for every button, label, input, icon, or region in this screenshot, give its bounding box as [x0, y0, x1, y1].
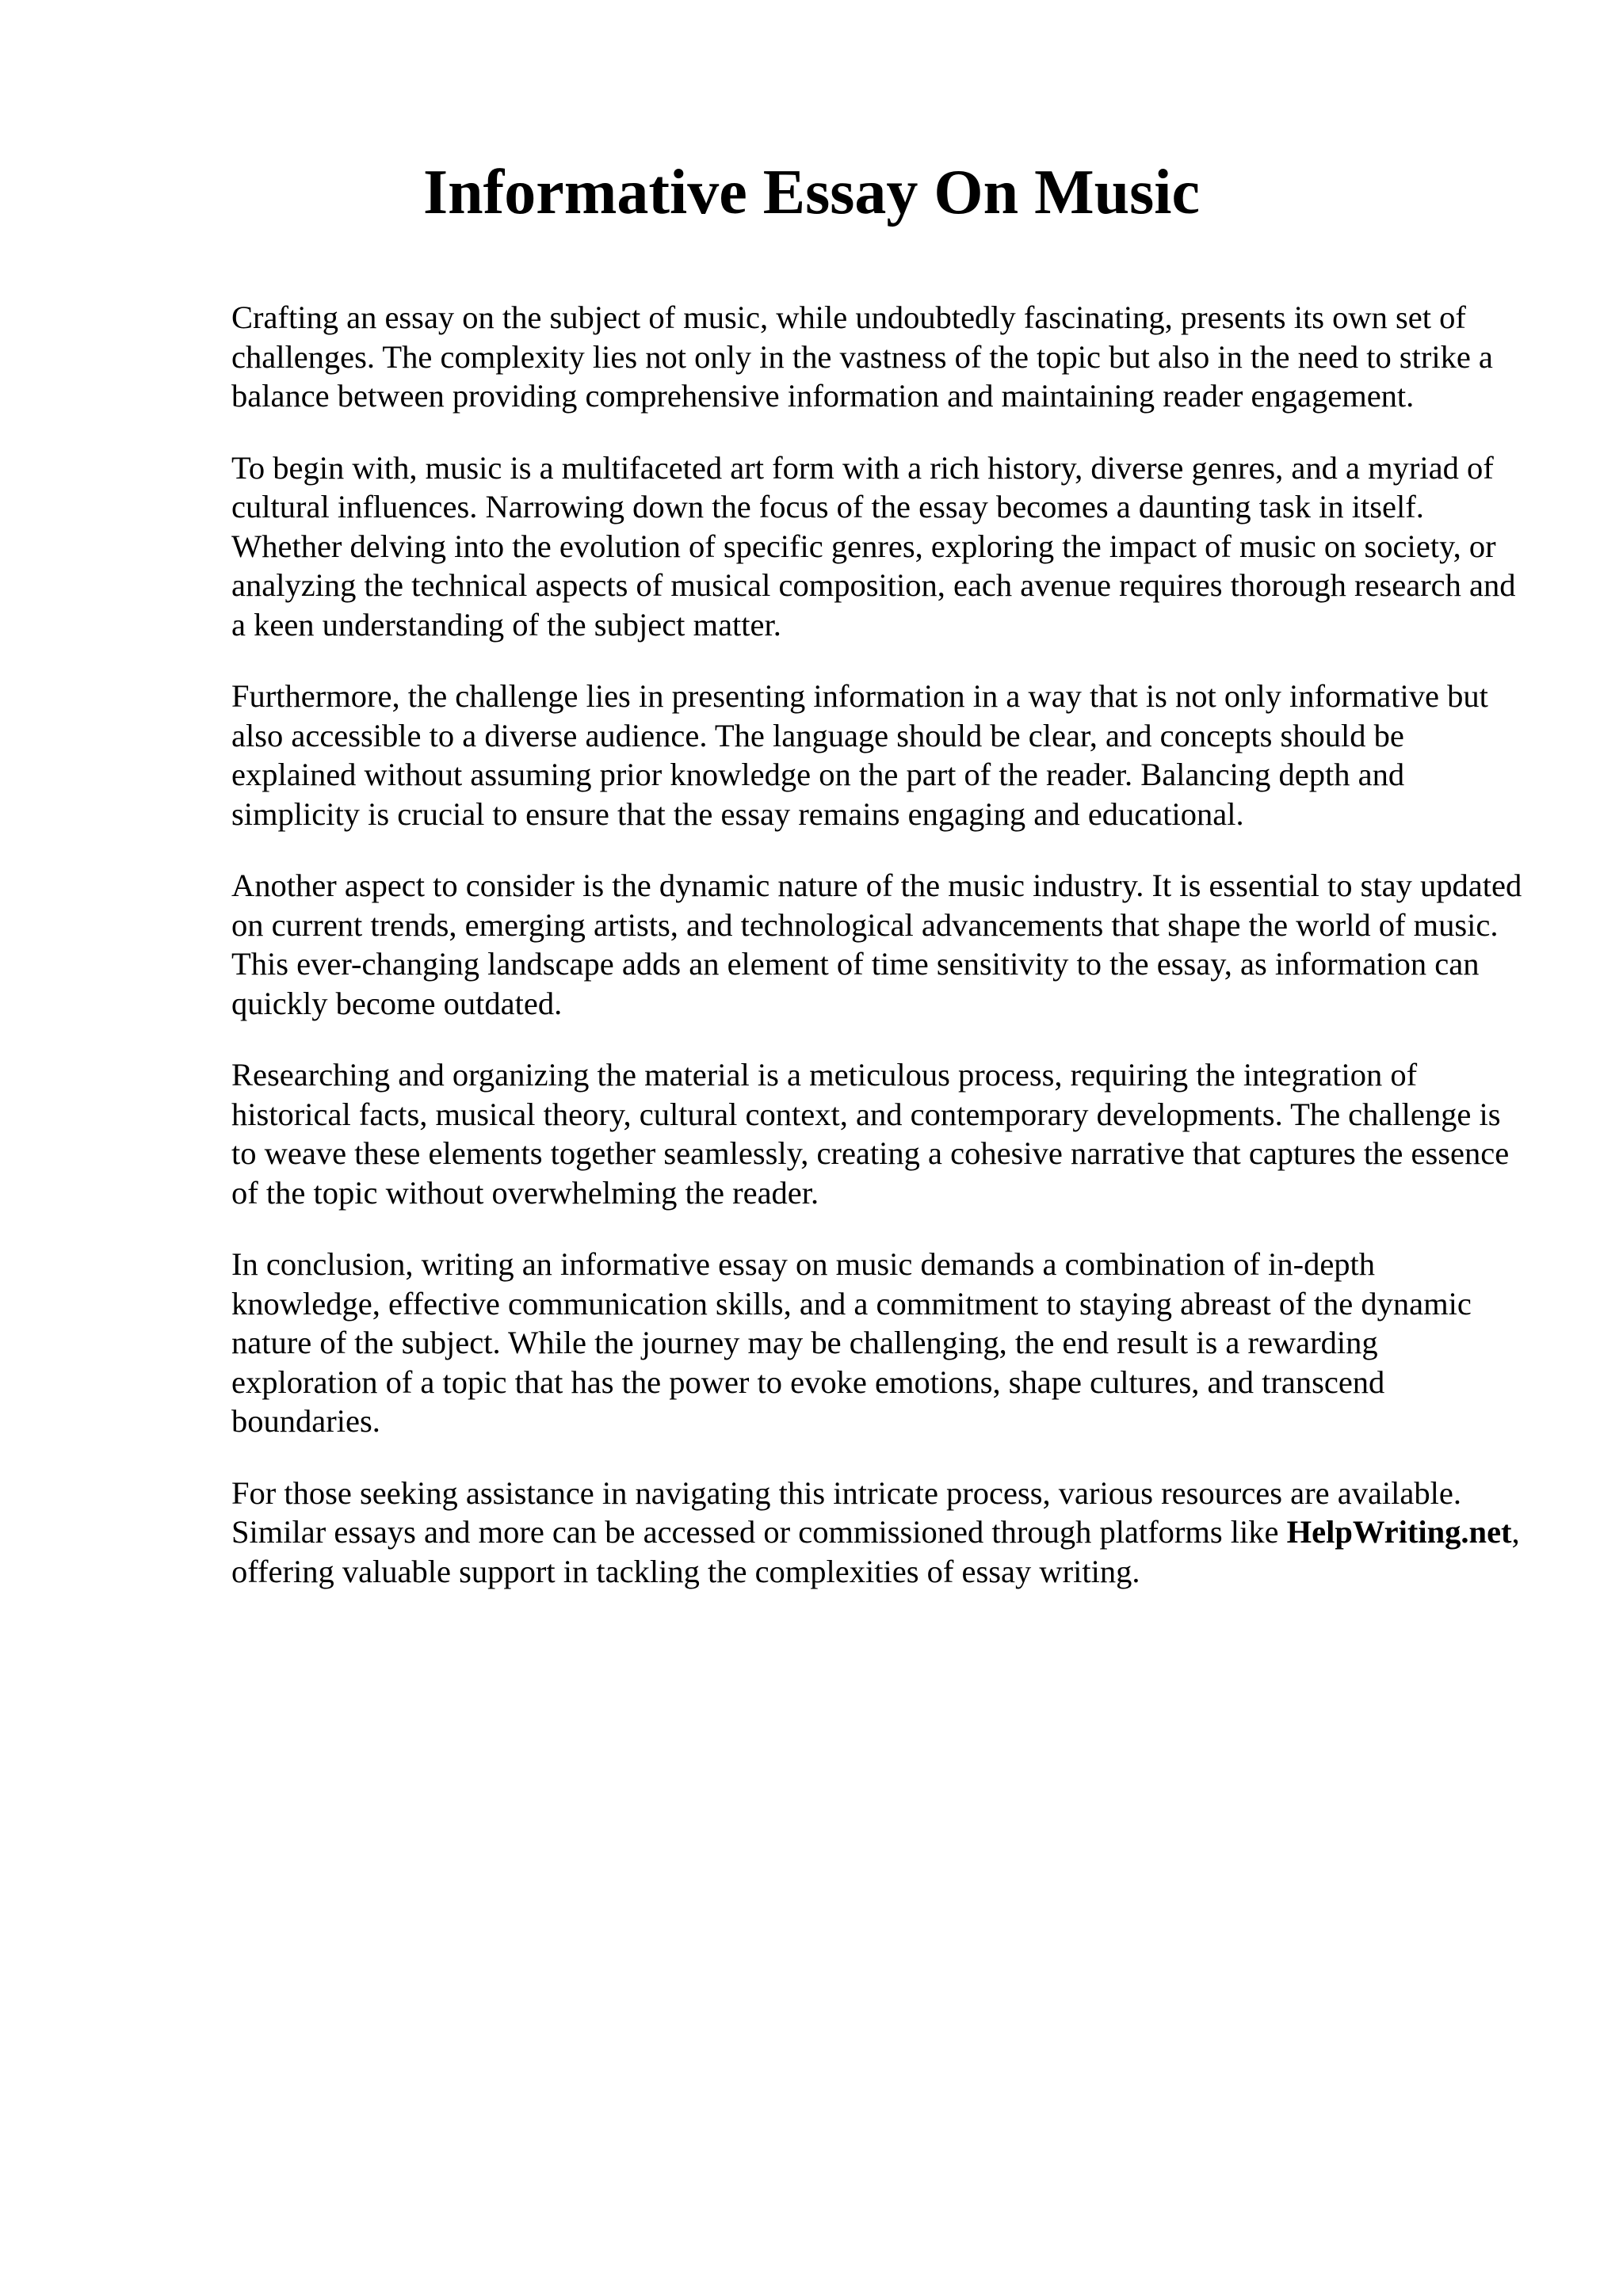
paragraph-research: Researching and organizing the material is a meticulous process, requiring the integration of historical facts, musical theory, cultural context, and contemporary developments. The challenge is to weave these elements together seamlessly, creating a cohesive narrative that captures the essence of the topic without overwhelming the reader.	[231, 1057, 1510, 1211]
essay-body	[231, 298, 1531, 1623]
paragraph-industry: Another aspect to consider is the dynamic nature of the music industry. It is essential to stay updated on current trends, emerging artists, and technological advancements that shape the world of music. This ever-changing landscape adds an element of time sensitivity to the essay, as information can quickly become outdated.	[231, 868, 1522, 1021]
closing-tail-text: , offering valuable support in tackling the complexities of essay writing.	[231, 1514, 1520, 1589]
paragraph-accessibility: Furthermore, the challenge lies in presenting information in a way that is not only informative but also accessible to a diverse audience. The language should be clear, and concepts should be explained without assuming prior knowledge on the part of the reader. Balancing depth and simplicity is crucial to ensure that the essay remains engaging and educational.	[231, 678, 1488, 832]
paragraph-intro: Crafting an essay on the subject of music, while undoubtedly fascinating, presents its own set of challenges. The complexity lies not only in the vastness of the topic but also in the need to strike a balance between providing comprehensive information and maintaining reader engagement.	[231, 299, 1493, 414]
closing-lead-text: For those seeking assistance in navigating this intricate process, various resources are available. Similar essays and more can be accessed or commissioned through platforms like	[231, 1474, 1462, 1550]
helpwriting-link[interactable]: HelpWriting.net	[1286, 1514, 1512, 1550]
paragraph-closing	[231, 1474, 1531, 1592]
paragraph-multifaceted: To begin with, music is a multifaceted art form with a rich history, diverse genres, and a myriad of cultural influences. Narrowing down the focus of the essay becomes a daunting task in itself. Whether delving into the evolution of specific genres, exploring the impact of music on society, or analyzing the technical aspects of musical composition, each avenue requires thorough research and a keen understanding of the subject matter.	[231, 449, 1516, 643]
paragraph-conclusion: In conclusion, writing an informative essay on music demands a combination of in-depth knowledge, effective communication skills, and a commitment to staying abreast of the dynamic nature of the subject. While the journey may be challenging, the end result is a rewarding exploration of a topic that has the power to evoke emotions, shape cultures, and transcend boundaries.	[231, 1246, 1472, 1439]
page-title: Informative Essay On Music	[423, 158, 1200, 227]
